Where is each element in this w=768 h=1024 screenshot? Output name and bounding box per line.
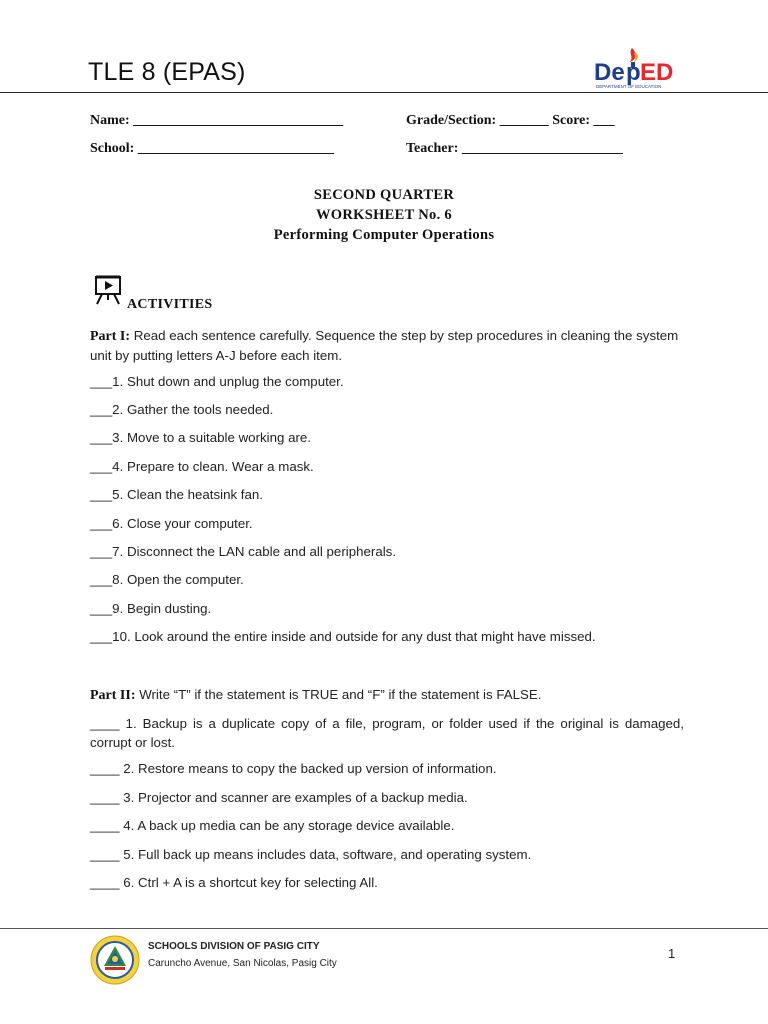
part2-instruction-text: Write “T” if the statement is TRUE and “F” if the statement is FALSE. <box>135 687 542 702</box>
header-divider <box>0 92 768 93</box>
footer-divider <box>0 928 768 929</box>
part2-label: Part II: <box>90 688 136 703</box>
part1-item-5: ___5. Clean the heatsink fan. <box>90 487 263 502</box>
svg-text:DEPARTMENT OF EDUCATION: DEPARTMENT OF EDUCATION <box>596 84 662 89</box>
activities-label: ACTIVITIES <box>127 297 213 312</box>
svg-text:p: p <box>626 59 641 86</box>
svg-text:De: De <box>594 59 625 86</box>
part1-item-8: ___8. Open the computer. <box>90 572 244 587</box>
part2-item-5: ____ 5. Full back up means includes data, software, and operating system. <box>90 847 532 862</box>
part1-item-1: ___1. Shut down and unplug the computer. <box>90 374 344 389</box>
footer-division-name: SCHOOLS DIVISION OF PASIG CITY <box>148 941 320 952</box>
page-number: 1 <box>668 946 676 961</box>
document-title: TLE 8 (EPAS) <box>88 58 246 86</box>
part2-instruction <box>90 685 682 705</box>
part2-item-4: ____ 4. A back up media can be any storage device available. <box>90 818 455 833</box>
part1-item-7: ___7. Disconnect the LAN cable and all peripherals. <box>90 544 397 559</box>
worksheet-heading: WORKSHEET No. 6 <box>316 207 452 223</box>
part1-item-2: ___2. Gather the tools needed. <box>90 402 274 417</box>
part2-item-2: ____ 2. Restore means to copy the backed up version of information. <box>90 761 497 776</box>
part1-label: Part I: <box>90 329 131 344</box>
teacher-field[interactable]: Teacher: _______________________ <box>406 141 623 156</box>
topic-heading: Performing Computer Operations <box>273 227 495 243</box>
svg-text:ED: ED <box>640 59 674 86</box>
name-field[interactable]: Name: ______________________________ <box>90 113 344 128</box>
division-seal-logo <box>90 935 140 985</box>
presentation-board-icon <box>94 274 124 306</box>
part1-instruction-text: Read each sentence carefully. Sequence the step by step procedures in cleaning the system unit by putting letters A-J before each item. <box>90 328 679 363</box>
part1-item-3: ___3. Move to a suitable working are. <box>90 430 312 445</box>
part2-item-3: ____ 3. Projector and scanner are examples of a backup media. <box>90 790 468 805</box>
school-field[interactable]: School: ____________________________ <box>90 141 334 156</box>
part1-item-4: ___4. Prepare to clean. Wear a mask. <box>90 459 314 474</box>
deped-logo <box>592 44 684 90</box>
part1-item-9: ___9. Begin dusting. <box>90 601 212 616</box>
grade-section-score-field[interactable]: Grade/Section: _______ Score: ___ <box>406 113 615 128</box>
part1-item-6: ___6. Close your computer. <box>90 516 253 531</box>
part1-instruction <box>90 326 682 365</box>
part2-item-1: ____ 1. Backup is a duplicate copy of a file, program, or folder used if the original is damaged, corrupt or lost. <box>90 716 684 750</box>
part1-item-10: ___10. Look around the entire inside and outside for any dust that might have missed. <box>90 629 596 644</box>
part2-item-6: ____ 6. Ctrl + A is a shortcut key for selecting All. <box>90 875 378 890</box>
quarter-heading: SECOND QUARTER <box>313 187 455 203</box>
footer-address: Caruncho Avenue, San Nicolas, Pasig City <box>148 958 337 969</box>
